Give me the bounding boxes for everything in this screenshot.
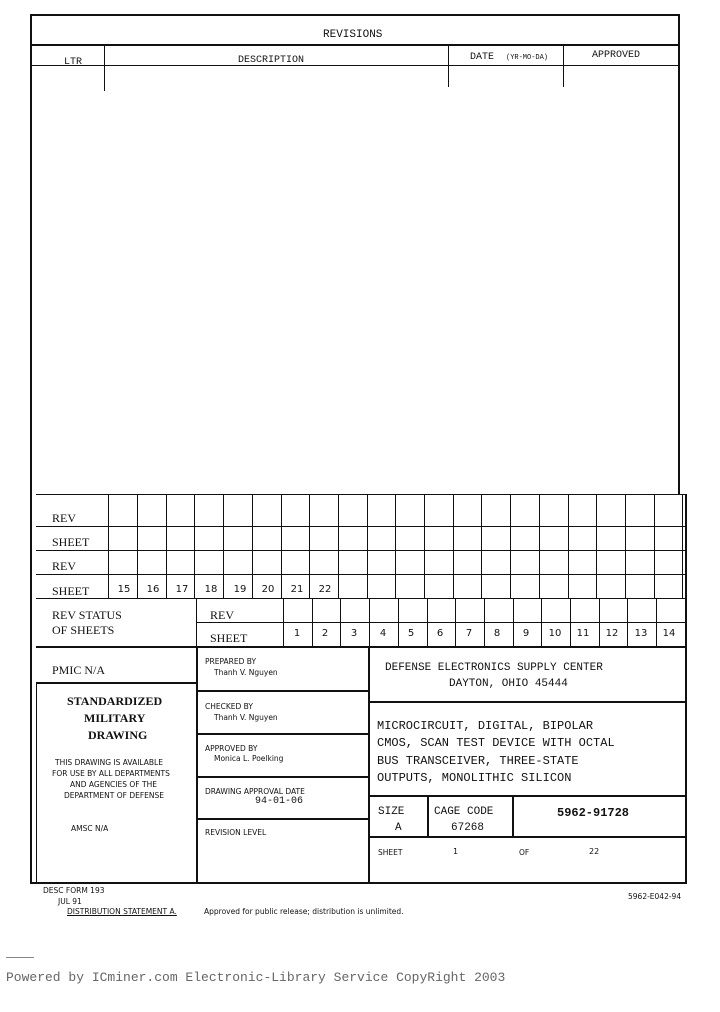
grid-column-line: [369, 598, 370, 648]
tb-left-inner: [36, 682, 37, 884]
grid-column-line: [395, 494, 396, 598]
std-line-1: STANDARDIZED: [67, 694, 163, 708]
lower-sheet-number: 8: [493, 628, 501, 639]
distribution-text: Approved for public release; distribution is unlimited.: [204, 907, 404, 916]
desc-line-1: MICROCIRCUIT, DIGITAL, BIPOLAR: [377, 719, 594, 733]
frame-top: [30, 14, 680, 16]
center-line-1: DEFENSE ELECTRONICS SUPPLY CENTER: [385, 662, 603, 674]
status-label-divider: [196, 598, 197, 648]
revisions-title: REVISIONS: [323, 29, 383, 41]
revisions-rule: [30, 44, 680, 46]
rev-label-3: REV: [210, 608, 234, 622]
of-value: 22: [589, 847, 600, 856]
col-description: DESCRIPTION: [238, 55, 305, 66]
tb-mid-rule-2: [196, 733, 370, 735]
grid-row-3: [36, 574, 687, 575]
status-row-bottom: [36, 646, 687, 648]
grid-column-line: [513, 598, 514, 648]
powered-by-text: Powered by ICminer.com Electronic-Library Service CopyRight 2003: [6, 970, 506, 985]
grid-column-line: [541, 598, 542, 648]
grid-row-1: [36, 526, 687, 527]
tb-mid-rule-1: [196, 690, 370, 692]
grid-column-line: [570, 598, 571, 648]
col-date: DATE: [470, 52, 495, 63]
upper-sheet-number: 16: [146, 584, 160, 595]
form-line-2: JUL 91: [58, 897, 82, 906]
grid-top: [36, 494, 687, 495]
desc-line-2: CMOS, SCAN TEST DEVICE WITH OCTAL: [377, 736, 615, 750]
desc-divider: [448, 45, 449, 87]
grid-column-line: [283, 598, 284, 648]
approved-name: Monica L. Poelking: [214, 754, 284, 763]
grid-column-line: [484, 598, 485, 648]
avail-line-1: THIS DRAWING IS AVAILABLE: [55, 758, 163, 767]
tb-right-rule-2: [368, 795, 687, 797]
grid-column-line: [312, 598, 313, 648]
lower-sheet-number: 13: [634, 628, 648, 639]
grid-column-line: [510, 494, 511, 598]
checked-name: Thanh V. Nguyen: [214, 713, 278, 722]
distribution-label: DISTRIBUTION STATEMENT A.: [67, 907, 177, 916]
sheet-value: 1: [453, 847, 459, 856]
rev-label-1: REV: [52, 511, 76, 525]
tb-right-rule-1: [368, 701, 687, 703]
of-sheets-label: OF SHEETS: [52, 623, 115, 637]
lower-sheet-number: 5: [407, 628, 415, 639]
lower-sheet-number: 12: [605, 628, 619, 639]
size-label: SIZE: [378, 806, 405, 818]
lower-sheet-number: 9: [522, 628, 530, 639]
grid-column-line: [682, 494, 683, 598]
grid-column-line: [568, 494, 569, 598]
avail-line-3: AND AGENCIES OF THE: [70, 780, 157, 789]
footer-mark: [6, 957, 34, 958]
tb-cage-divider: [512, 796, 514, 837]
avail-line-2: FOR USE BY ALL DEPARTMENTS: [52, 769, 170, 778]
lower-sheet-number: 1: [293, 628, 301, 639]
grid-column-line: [453, 494, 454, 598]
tb-bottom: [30, 882, 687, 884]
rev-status-label: REV STATUS: [52, 608, 122, 622]
tb-pmic-rule: [36, 682, 198, 684]
grid-column-line: [455, 598, 456, 648]
drawing-number: 5962-91728: [557, 806, 630, 820]
lower-sheet-number: 7: [465, 628, 473, 639]
col-date-format: (YR-MO-DA): [506, 54, 549, 62]
doc-code: 5962-E042-94: [628, 892, 682, 901]
form-line-1: DESC FORM 193: [43, 886, 105, 895]
checked-label: CHECKED BY: [205, 702, 253, 711]
col-approved: APPROVED: [592, 50, 641, 61]
grid-column-line: [252, 494, 253, 598]
sheet-label-3: SHEET: [210, 631, 248, 645]
lower-sheet-number: 6: [436, 628, 444, 639]
sheet-label: SHEET: [378, 848, 403, 857]
grid-column-line: [281, 494, 282, 598]
upper-sheet-number: 20: [261, 584, 275, 595]
grid-column-line: [223, 494, 224, 598]
grid-row-4: [36, 598, 687, 599]
grid-column-line: [340, 598, 341, 648]
frame-right: [678, 14, 680, 494]
approval-date-label: DRAWING APPROVAL DATE: [205, 787, 305, 796]
tb-right-rule-3: [368, 836, 687, 838]
upper-sheet-number: 19: [233, 584, 247, 595]
date-divider: [563, 45, 564, 87]
desc-line-3: BUS TRANSCEIVER, THREE-STATE: [377, 754, 579, 768]
upper-sheet-number: 21: [290, 584, 304, 595]
grid-row-2: [36, 550, 687, 551]
grid-column-line: [424, 494, 425, 598]
prepared-label: PREPARED BY: [205, 657, 257, 666]
frame-left: [30, 14, 32, 884]
tb-mid-rule-4: [196, 818, 370, 820]
lower-sheet-number: 3: [350, 628, 358, 639]
grid-column-line: [398, 598, 399, 648]
sheet-label-2: SHEET: [52, 584, 90, 598]
approved-label: APPROVED BY: [205, 744, 258, 753]
grid-column-line: [599, 598, 600, 648]
upper-sheet-number: 22: [318, 584, 332, 595]
of-label: OF: [519, 848, 530, 857]
grid-column-line: [656, 598, 657, 648]
center-line-2: DAYTON, OHIO 45444: [449, 678, 568, 690]
grid-label-divider: [108, 494, 109, 598]
rev-label-2: REV: [52, 559, 76, 573]
amsc-text: AMSC N/A: [71, 824, 109, 833]
grid-column-line: [309, 494, 310, 598]
grid-column-line: [194, 494, 195, 598]
prepared-name: Thanh V. Nguyen: [214, 668, 278, 677]
ltr-divider: [104, 45, 105, 91]
tb-col2-right: [368, 648, 370, 884]
grid-column-line: [625, 494, 626, 598]
lower-sheet-number: 2: [321, 628, 329, 639]
grid-column-line: [338, 494, 339, 598]
pmic-text: PMIC N/A: [52, 663, 106, 677]
grid-right-edge: [686, 494, 687, 598]
upper-sheet-number: 17: [175, 584, 189, 595]
status-row-mid: [196, 622, 687, 623]
sheet-label-1: SHEET: [52, 535, 90, 549]
revisions-col-rule: [30, 65, 680, 66]
revision-level-label: REVISION LEVEL: [205, 828, 267, 837]
grid-column-line: [481, 494, 482, 598]
grid-column-line: [427, 598, 428, 648]
upper-sheet-number: 18: [204, 584, 218, 595]
size-value: A: [395, 822, 402, 834]
std-line-2: MILITARY: [84, 711, 146, 725]
approval-date-value: 94-01-06: [255, 796, 304, 807]
grid-column-line: [367, 494, 368, 598]
cage-value: 67268: [451, 822, 485, 834]
tb-size-divider: [427, 796, 429, 837]
std-line-3: DRAWING: [88, 728, 148, 742]
lower-sheet-number: 10: [548, 628, 562, 639]
grid-column-line: [137, 494, 138, 598]
avail-line-4: DEPARTMENT OF DEFENSE: [64, 791, 164, 800]
lower-sheet-number: 4: [379, 628, 387, 639]
lower-sheet-number: 14: [662, 628, 676, 639]
grid-column-line: [166, 494, 167, 598]
tb-mid-rule-3: [196, 776, 370, 778]
lower-sheet-number: 11: [576, 628, 590, 639]
col-ltr: LTR: [64, 57, 83, 68]
grid-column-line: [596, 494, 597, 598]
upper-sheet-number: 15: [117, 584, 131, 595]
grid-column-line: [627, 598, 628, 648]
grid-column-line: [539, 494, 540, 598]
cage-label: CAGE CODE: [434, 806, 494, 818]
grid-column-line: [654, 494, 655, 598]
desc-line-4: OUTPUTS, MONOLITHIC SILICON: [377, 771, 572, 785]
